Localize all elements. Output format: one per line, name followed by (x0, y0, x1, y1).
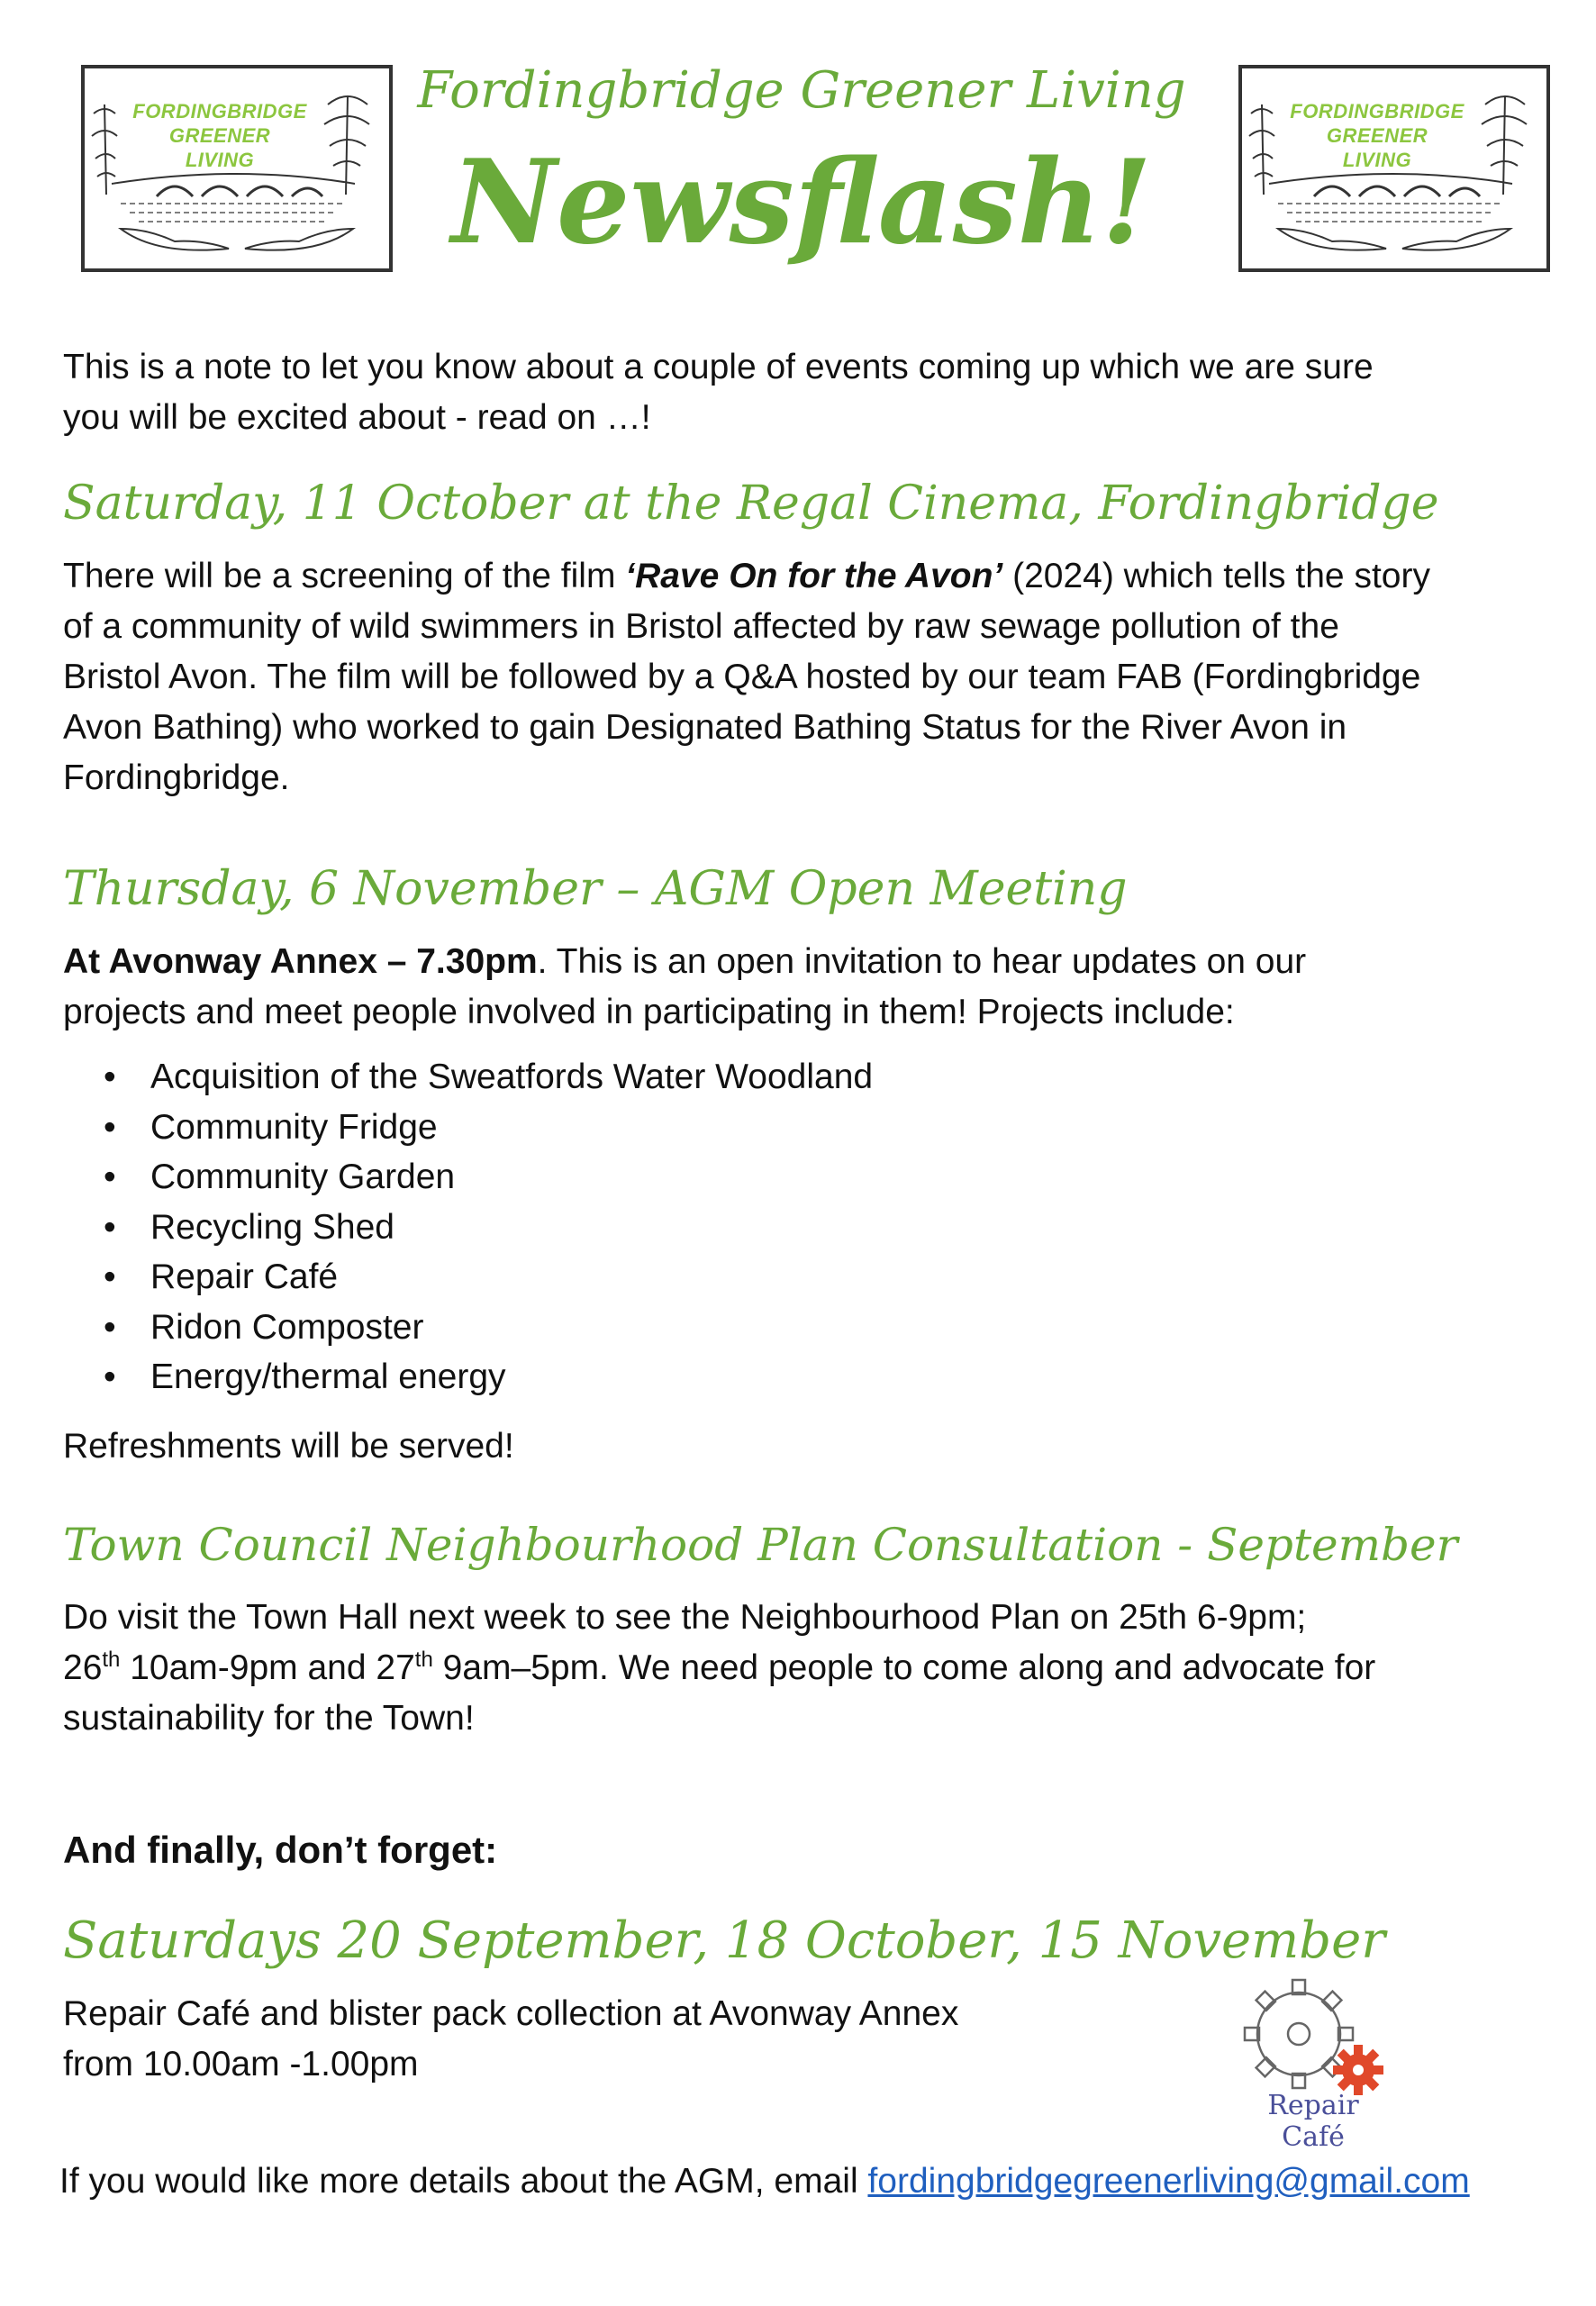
event-description-agm (63, 937, 1540, 1038)
paragraph-line (63, 1643, 1540, 1693)
brand-title: Fordingbridge Greener Living (417, 61, 1186, 120)
finally-label: And finally, don’t forget: (63, 1829, 498, 1871)
text-span: . This is an open invitation to hear updates on our (537, 942, 1307, 981)
logo-text-line: GREENER (1326, 124, 1428, 147)
ordinal-suffix: th (102, 1648, 121, 1672)
projects-list (104, 1052, 873, 1403)
footer-contact (59, 2156, 1470, 2207)
refreshments-note: Refreshments will be served! (63, 1427, 514, 1466)
text-span: 26 (63, 1648, 103, 1687)
project-item: • Repair Café (104, 1252, 873, 1303)
event-heading-cinema: Saturday, 11 October at the Regal Cinema, Fordingbridge (63, 477, 1439, 531)
logo-text-line: LIVING (1342, 149, 1412, 171)
intro-line: you will be excited about - read on …! (63, 398, 651, 437)
event-heading-repair-cafe: Saturdays 20 September, 18 October, 15 November (63, 1911, 1386, 1970)
fgl-logo-text (121, 99, 319, 172)
paragraph-line: Do visit the Town Hall next week to see the Neighbourhood Plan on 25th 6-9pm; (63, 1598, 1307, 1637)
paragraph-line: Bristol Avon. The film will be followed by a Q&A hosted by our team FAB (Fordingbridge (63, 658, 1421, 696)
text-span: (2024) which tells the story (1002, 557, 1430, 595)
fgl-logo-text (1278, 99, 1476, 172)
paragraph-line: projects and meet people involved in participating in them! Projects include: (63, 993, 1235, 1031)
project-item: • Community Fridge (104, 1103, 873, 1153)
agm-location: At Avonway Annex – 7.30pm (63, 942, 538, 981)
text-span: 9am–5pm. We need people to come along and advocate for (432, 1648, 1376, 1687)
intro-line: This is a note to let you know about a couple of events coming up which we are sure (63, 348, 1374, 386)
project-item: • Ridon Composter (104, 1303, 873, 1353)
event-description-consultation (63, 1593, 1540, 1744)
paragraph-line: Repair Café and blister pack collection at Avonway Annex (63, 1994, 959, 2033)
project-item: • Energy/thermal energy (104, 1352, 873, 1403)
paragraph-line (63, 551, 1540, 602)
logo-text-line: FORDINGBRIDGE (1290, 100, 1465, 123)
logo-text-line: FORDINGBRIDGE (132, 100, 307, 123)
logo-text-line: GREENER (168, 124, 271, 147)
event-heading-agm: Thursday, 6 November – AGM Open Meeting (63, 862, 1128, 916)
paragraph-line: Avon Bathing) who worked to gain Designated Bathing Status for the River Avon in (63, 708, 1347, 747)
ordinal-suffix: th (414, 1648, 433, 1672)
paragraph-line (63, 937, 1540, 987)
fgl-logo-right (1238, 65, 1550, 272)
project-item: • Acquisition of the Sweatfords Water Woodland (104, 1052, 873, 1103)
project-item: • Recycling Shed (104, 1203, 873, 1253)
event-description-cinema (63, 551, 1540, 803)
project-item: • Community Garden (104, 1152, 873, 1203)
footer-text: If you would like more details about the AGM, email (59, 2162, 868, 2201)
logo-text-line: LIVING (185, 149, 255, 171)
film-title: ‘Rave On for the Avon’ (625, 557, 1003, 595)
intro-paragraph (63, 342, 1540, 443)
text-span: There will be a screening of the film (63, 557, 626, 595)
paragraph-line: Fordingbridge. (63, 758, 290, 797)
paragraph-line: of a community of wild swimmers in Bristol affected by raw sewage pollution of the (63, 607, 1339, 646)
fgl-logo-left (81, 65, 393, 272)
text-span: 10am-9pm and 27 (120, 1648, 415, 1687)
paragraph-line: sustainability for the Town! (63, 1699, 475, 1738)
event-heading-consultation: Town Council Neighbourhood Plan Consultation - September (63, 1519, 1458, 1571)
email-link[interactable]: fordingbridgegreenerliving@gmail.com (867, 2162, 1470, 2201)
event-description-repair-cafe (63, 1989, 1144, 2090)
repair-cafe-logo-label: Repair Café (1267, 2090, 1359, 2153)
paragraph-line: from 10.00am -1.00pm (63, 2045, 419, 2084)
newsflash-headline: Newsflash! (451, 135, 1152, 270)
